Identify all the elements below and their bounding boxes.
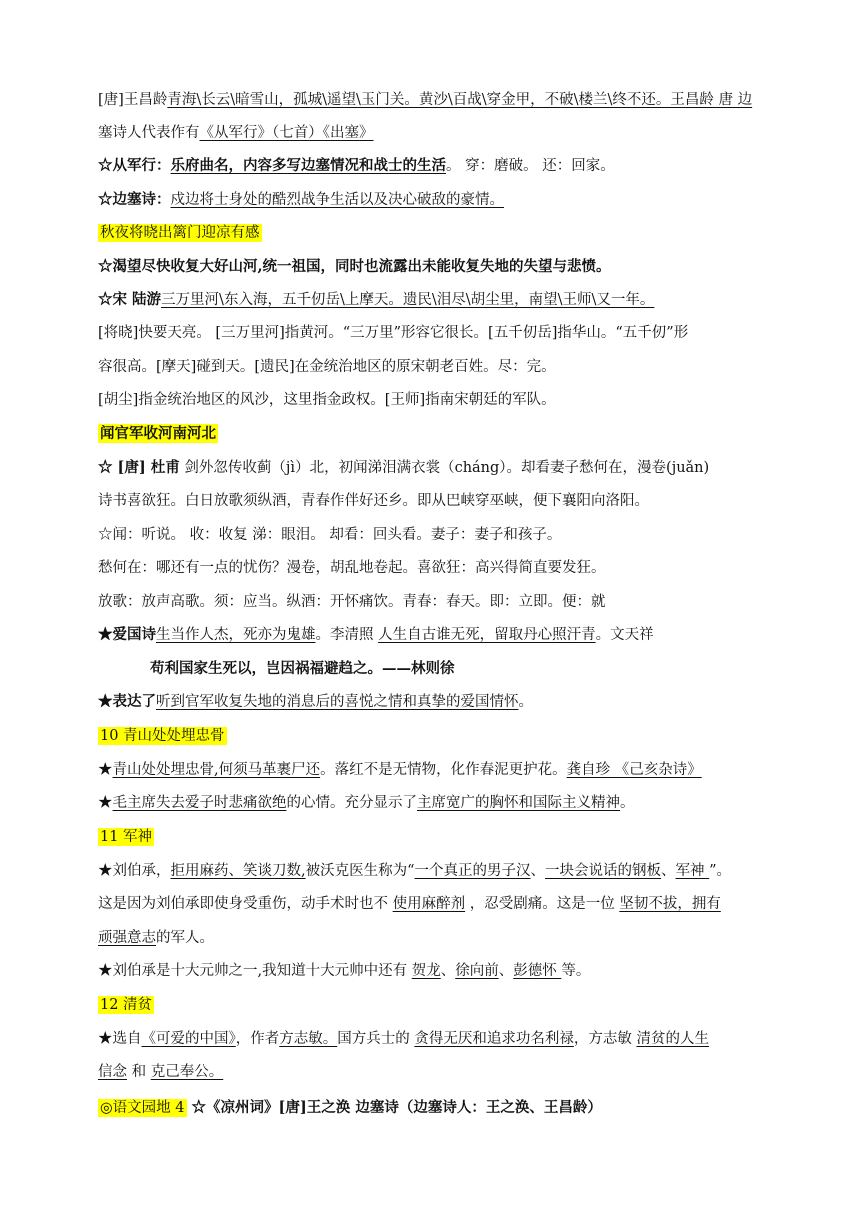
text-segment: ★表达了 <box>98 693 156 710</box>
text-line <box>98 458 766 478</box>
text-segment: ☆ [唐] 杜甫 <box>98 459 180 476</box>
text-segment: 《可爱的中国》 <box>141 1031 236 1047</box>
text-segment: 清贫的人生 <box>636 1031 709 1047</box>
text-line <box>98 257 766 277</box>
text-line <box>98 592 766 612</box>
text-segment: ★选自 <box>98 1031 142 1047</box>
text-segment: 放歌：放声高歌。须：应当。纵酒：开怀痛饮。青春：春天。即：立即。便：就 <box>98 594 606 610</box>
text-segment: 。 <box>518 694 533 710</box>
text-segment: 诗书喜欲狂。白日放歌须纵酒，青春作伴好还乡。即从巴峡穿巫峡，便下襄阳向洛阳。 <box>98 493 649 509</box>
text-segment: 毛主席失去爱子时悲痛欲绝 <box>112 795 287 811</box>
section-heading: 10 青山处处埋忠骨 <box>100 728 225 744</box>
text-segment: 。 穿：磨破。 还：回家。 <box>446 158 615 174</box>
text-segment: 青山处处埋忠骨,何须马革裹尸还 <box>112 762 321 778</box>
section-heading: 11 军神 <box>100 829 153 845</box>
text-segment: 方志敏。 <box>279 1031 338 1047</box>
text-line <box>98 424 766 444</box>
text-segment: 彭德怀 <box>513 963 562 979</box>
text-segment: 坚韧不拔，拥有 <box>619 896 721 912</box>
text-line <box>98 558 766 578</box>
text-segment: 乐府曲名，内容多写边塞情况和战士的生活 <box>170 157 446 174</box>
text-segment: 听到官军收复失地的消息后的喜悦之情和真挚的爱国情怀 <box>156 694 519 710</box>
text-segment: ☆《凉州词》[唐]王之涣 边塞诗（边塞诗人：王之涣、王昌龄） <box>186 1099 602 1116</box>
text-segment: 被沃克医生称为“ <box>305 863 415 879</box>
text-line <box>98 894 766 914</box>
text-segment: ☆渴望尽快收复大好山河,统一祖国，同时也流露出未能收复失地的失望与悲愤。 <box>98 258 611 275</box>
text-segment: 青海\长云\暗雪山，孤城\遥望\玉门关。黄沙\百战\穿金甲，不破\楼兰\终不还。王昌龄 唐 边 <box>167 92 753 108</box>
text-segment: 容很高。[摩天]碰到天。[遗民]在金统治地区的原宋朝老百姓。尽：完。 <box>98 359 556 375</box>
text-segment: 龚自珍 《己亥杂诗》 <box>566 762 702 778</box>
text-line <box>98 793 766 813</box>
text-segment: 军神 <box>675 863 710 879</box>
text-segment: 的心情。充分显示了 <box>286 795 417 811</box>
text-segment: ☆边塞诗： <box>98 191 171 208</box>
text-line <box>98 90 766 110</box>
section-heading: 秋夜将晓出篱门迎凉有感 <box>100 225 260 241</box>
text-segment: [唐]王昌龄 <box>98 92 168 108</box>
text-segment: 使用麻醉剂 <box>392 896 466 912</box>
text-segment: 苟利国家生死以，岂因祸福避趋之。——林则徐 <box>150 660 455 677</box>
text-segment: 、 <box>530 863 546 879</box>
text-line <box>98 995 766 1015</box>
text-segment: 一个真正的男子汉 <box>414 863 531 879</box>
text-segment: 愁何在：哪还有一点的忧伤？漫卷，胡乱地卷起。喜欲狂：高兴得简直要发狂。 <box>98 560 606 576</box>
text-line <box>98 123 766 143</box>
text-segment: ★刘伯承是十大元帅之一,我知道十大元帅中还有 <box>98 963 412 979</box>
section-heading: 闻官军收河南河北 <box>100 425 216 442</box>
text-segment: 拒用麻药、笑谈刀数, <box>170 863 306 879</box>
text-segment: ★刘伯承， <box>98 863 171 879</box>
text-segment: 塞诗人代表作有 <box>98 125 200 141</box>
text-segment: ”。 <box>709 863 732 879</box>
text-segment: 主席宽广的胸怀和国际主义精神 <box>417 795 620 811</box>
text-line <box>98 525 766 545</box>
text-segment: 信念 <box>98 1064 127 1080</box>
text-line <box>98 290 766 310</box>
text-line <box>98 961 766 981</box>
text-segment: 的军人。 <box>156 930 214 946</box>
text-segment: 徐向前 <box>455 963 499 979</box>
text-segment: 剑外忽传收蓟（jì）北，初闻涕泪满衣裳（cháng）。却看妻子愁何在，漫卷(juǎn) <box>179 460 710 476</box>
text-segment: [将晓]快要天亮。 [三万里河]指黄河。“三万里”形容它很长。[五千仞岳]指华山。“五千仞”形 <box>98 325 689 341</box>
section-heading: 12 清贫 <box>100 997 153 1013</box>
text-segment: 。李清照 <box>315 627 379 643</box>
text-line <box>98 357 766 377</box>
text-line <box>98 491 766 511</box>
text-segment: ★ <box>98 795 113 811</box>
text-segment: ，作者 <box>235 1031 280 1047</box>
text-segment: 、 <box>661 863 676 879</box>
text-line <box>98 1062 766 1082</box>
text-segment: 和 <box>127 1064 151 1080</box>
text-segment: ★ <box>98 762 113 778</box>
text-segment: 。 <box>620 795 635 811</box>
text-segment: 《从军行》（七首）《出塞》 <box>199 125 374 141</box>
text-segment: ☆闻：听说。 收：收复 涕：眼泪。 却看：回头看。妻子：妻子和孩子。 <box>98 527 562 543</box>
text-segment: ，忍受剧痛。这是一位 <box>465 896 620 912</box>
text-segment: 克己奉公。 <box>150 1064 224 1080</box>
text-line <box>98 827 766 847</box>
text-line <box>98 1029 766 1049</box>
text-line <box>98 692 766 712</box>
text-line <box>98 861 766 881</box>
text-segment: 人生自古谁无死，留取丹心照汗青 <box>378 627 596 643</box>
text-segment: 等。 <box>561 963 591 979</box>
text-segment: ，方志敏 <box>573 1031 637 1047</box>
text-line <box>98 726 766 746</box>
text-line <box>98 156 766 176</box>
text-segment: ☆宋 陆游 <box>98 291 162 308</box>
text-segment: 三万里河\东入海，五千仞岳\上摩天。遗民\泪尽\胡尘里，南望\王师\又一年。 <box>161 292 655 308</box>
text-segment: 、 <box>498 963 514 979</box>
section-heading: ◎语文园地 4 <box>100 1100 185 1116</box>
text-segment: ★爱国诗 <box>98 626 156 643</box>
text-segment: 贺龙 <box>411 963 441 979</box>
text-line <box>98 625 766 645</box>
text-line <box>150 659 818 679</box>
text-line <box>98 928 766 948</box>
text-segment: 。落红不是无情物，化作春泥更护花。 <box>320 762 567 778</box>
text-line <box>98 390 766 410</box>
text-line <box>98 1098 766 1118</box>
text-segment: 。文天祥 <box>595 627 654 643</box>
text-line <box>98 323 766 343</box>
text-segment: 国方兵士的 <box>337 1031 415 1047</box>
text-segment: 一块会说话的钢板 <box>545 863 662 879</box>
text-segment: 、 <box>440 963 456 979</box>
text-segment: [胡尘]指金统治地区的风沙，这里指金政权。[王师]指南宋朝廷的军队。 <box>98 392 556 408</box>
text-segment: ☆从军行： <box>98 157 171 174</box>
text-segment: 这是因为刘伯承即使身受重伤，动手术时也不 <box>98 896 393 912</box>
text-segment: 生当作人杰，死亦为鬼雄 <box>156 627 316 643</box>
text-segment: 顽强意志 <box>98 930 156 946</box>
text-line <box>98 190 766 210</box>
text-segment: 戍边将士身处的酷烈战争生活以及决心破敌的豪情。 <box>170 192 504 208</box>
text-segment: 贪得无厌和追求功名利禄 <box>414 1031 574 1047</box>
text-line <box>98 223 766 243</box>
text-line <box>98 760 766 780</box>
